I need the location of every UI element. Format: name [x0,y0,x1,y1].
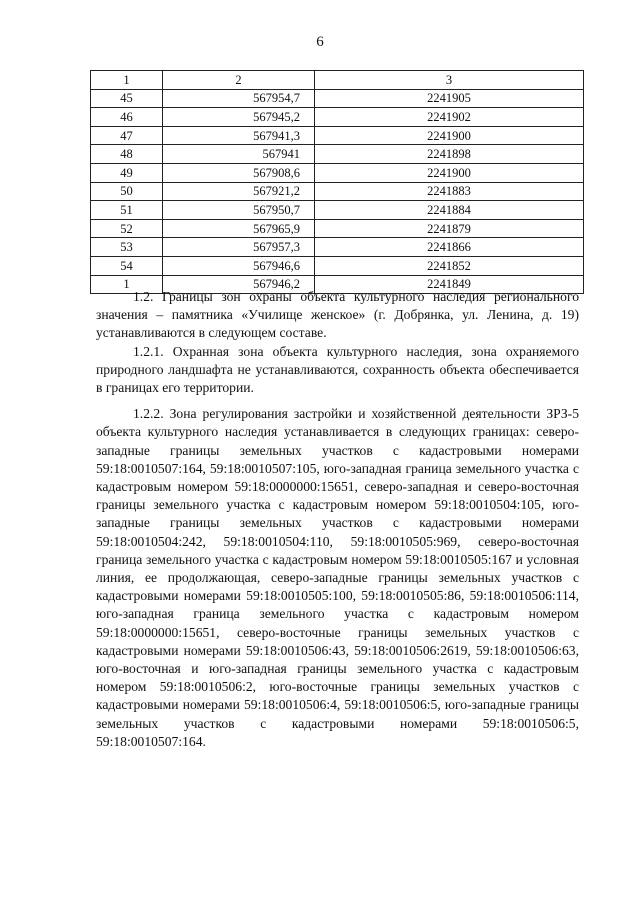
cell-y-coordinate: 2241883 [315,182,584,201]
cell-x-coordinate: 567965,9 [163,219,315,238]
cell-x-coordinate: 567950,7 [163,201,315,220]
paragraph-1-2: 1.2. Границы зон охраны объекта культурного наследия регионального значения – памятника «Училище женское» (г. Добрянка, ул. Ленина, д. 19) устанавливаются в следующем составе. [96,289,579,341]
cell-x-coordinate: 567921,2 [163,182,315,201]
cell-y-coordinate: 2241852 [315,256,584,275]
cell-point-number: 52 [91,219,163,238]
cell-x-coordinate: 567941,3 [163,126,315,145]
cell-point-number: 49 [91,163,163,182]
cell-y-coordinate: 2241900 [315,126,584,145]
body-text [96,288,579,751]
column-header-point: 1 [91,71,163,90]
cell-y-coordinate: 2241898 [315,145,584,164]
column-header-y: 3 [315,71,584,90]
cell-point-number: 48 [91,145,163,164]
coordinates-table [90,70,584,294]
page-number: 6 [316,34,324,50]
cell-point-number: 50 [91,182,163,201]
table-row [91,145,584,164]
table-row [91,256,584,275]
cell-x-coordinate: 567954,7 [163,89,315,108]
cell-point-number: 54 [91,256,163,275]
cell-point-number: 46 [91,108,163,127]
cell-point-number: 47 [91,126,163,145]
table-row [91,89,584,108]
cell-x-coordinate: 567945,2 [163,108,315,127]
column-header-x: 2 [163,71,315,90]
table-row [91,201,584,220]
table-row [91,126,584,145]
paragraph-1-2-2: 1.2.2. Зона регулирования застройки и хозяйственной деятельности ЗРЗ-5 объекта культурного наследия устанавливается в следующих границах: северо-западные границы земельных участков с кадастровыми номерами 59:18:0010507:164, 59:18:0010507:105, юго-западная граница земельного участка с кадастровым номером 59:18:0000000:15651, северо-западная и северо-восточная границы земельного участка с кадастровым номером 59:18:0010504:105, юго-западные границы земельных участков с кадастровыми номерами 59:18:0010504:242, 59:18:0010504:110, 59:18:0010505:969, северо-восточная граница земельного участка с кадастровым номером 59:18:0010505:167 и условная линия, ее продолжающая, северо-западные границы земельных участков с кадастровыми номерами 59:18:0010505:100, 59:18:0010505:86, 59:18:0010506:114, юго-западная граница земельного участка с кадастровым номером 59:18:0000000:15651, северо-восточные границы земельных участков с кадастровыми номерами 59:18:0010506:43, 59:18:0010506:2619, 59:18:0010506:63, юго-восточная и юго-западная границы земельного участка с кадастровым номером 59:18:0010506:2, юго-восточные границы земельных участков с кадастровыми номерами 59:18:0010506:4, 59:18:0010506:5, юго-западные границы земельных участков с кадастровыми номерами 59:18:0010506:5, 59:18:0010507:164. [96,406,579,749]
cell-x-coordinate: 567941 [163,145,315,164]
cell-y-coordinate: 2241900 [315,163,584,182]
cell-point-number: 45 [91,89,163,108]
cell-point-number: 1 [91,275,163,294]
table-header-row [91,71,584,90]
table-row [91,219,584,238]
cell-x-coordinate: 567908,6 [163,163,315,182]
cell-x-coordinate: 567946,6 [163,256,315,275]
table-row [91,163,584,182]
paragraph-1-2-1: 1.2.1. Охранная зона объекта культурного наследия, зона охраняемого природного ландшафта не устанавливаются, сохранность объекта обеспечивается в границах его территории. [96,343,579,396]
cell-point-number: 51 [91,201,163,220]
table-row [91,182,584,201]
cell-y-coordinate: 2241866 [315,238,584,257]
cell-y-coordinate: 2241884 [315,201,584,220]
cell-y-coordinate: 2241905 [315,89,584,108]
cell-y-coordinate: 2241879 [315,219,584,238]
cell-point-number: 53 [91,238,163,257]
cell-x-coordinate: 567946,2 [163,275,315,294]
cell-y-coordinate: 2241849 [315,275,584,294]
table-row [91,108,584,127]
cell-x-coordinate: 567957,3 [163,238,315,257]
table-row [91,238,584,257]
cell-y-coordinate: 2241902 [315,108,584,127]
